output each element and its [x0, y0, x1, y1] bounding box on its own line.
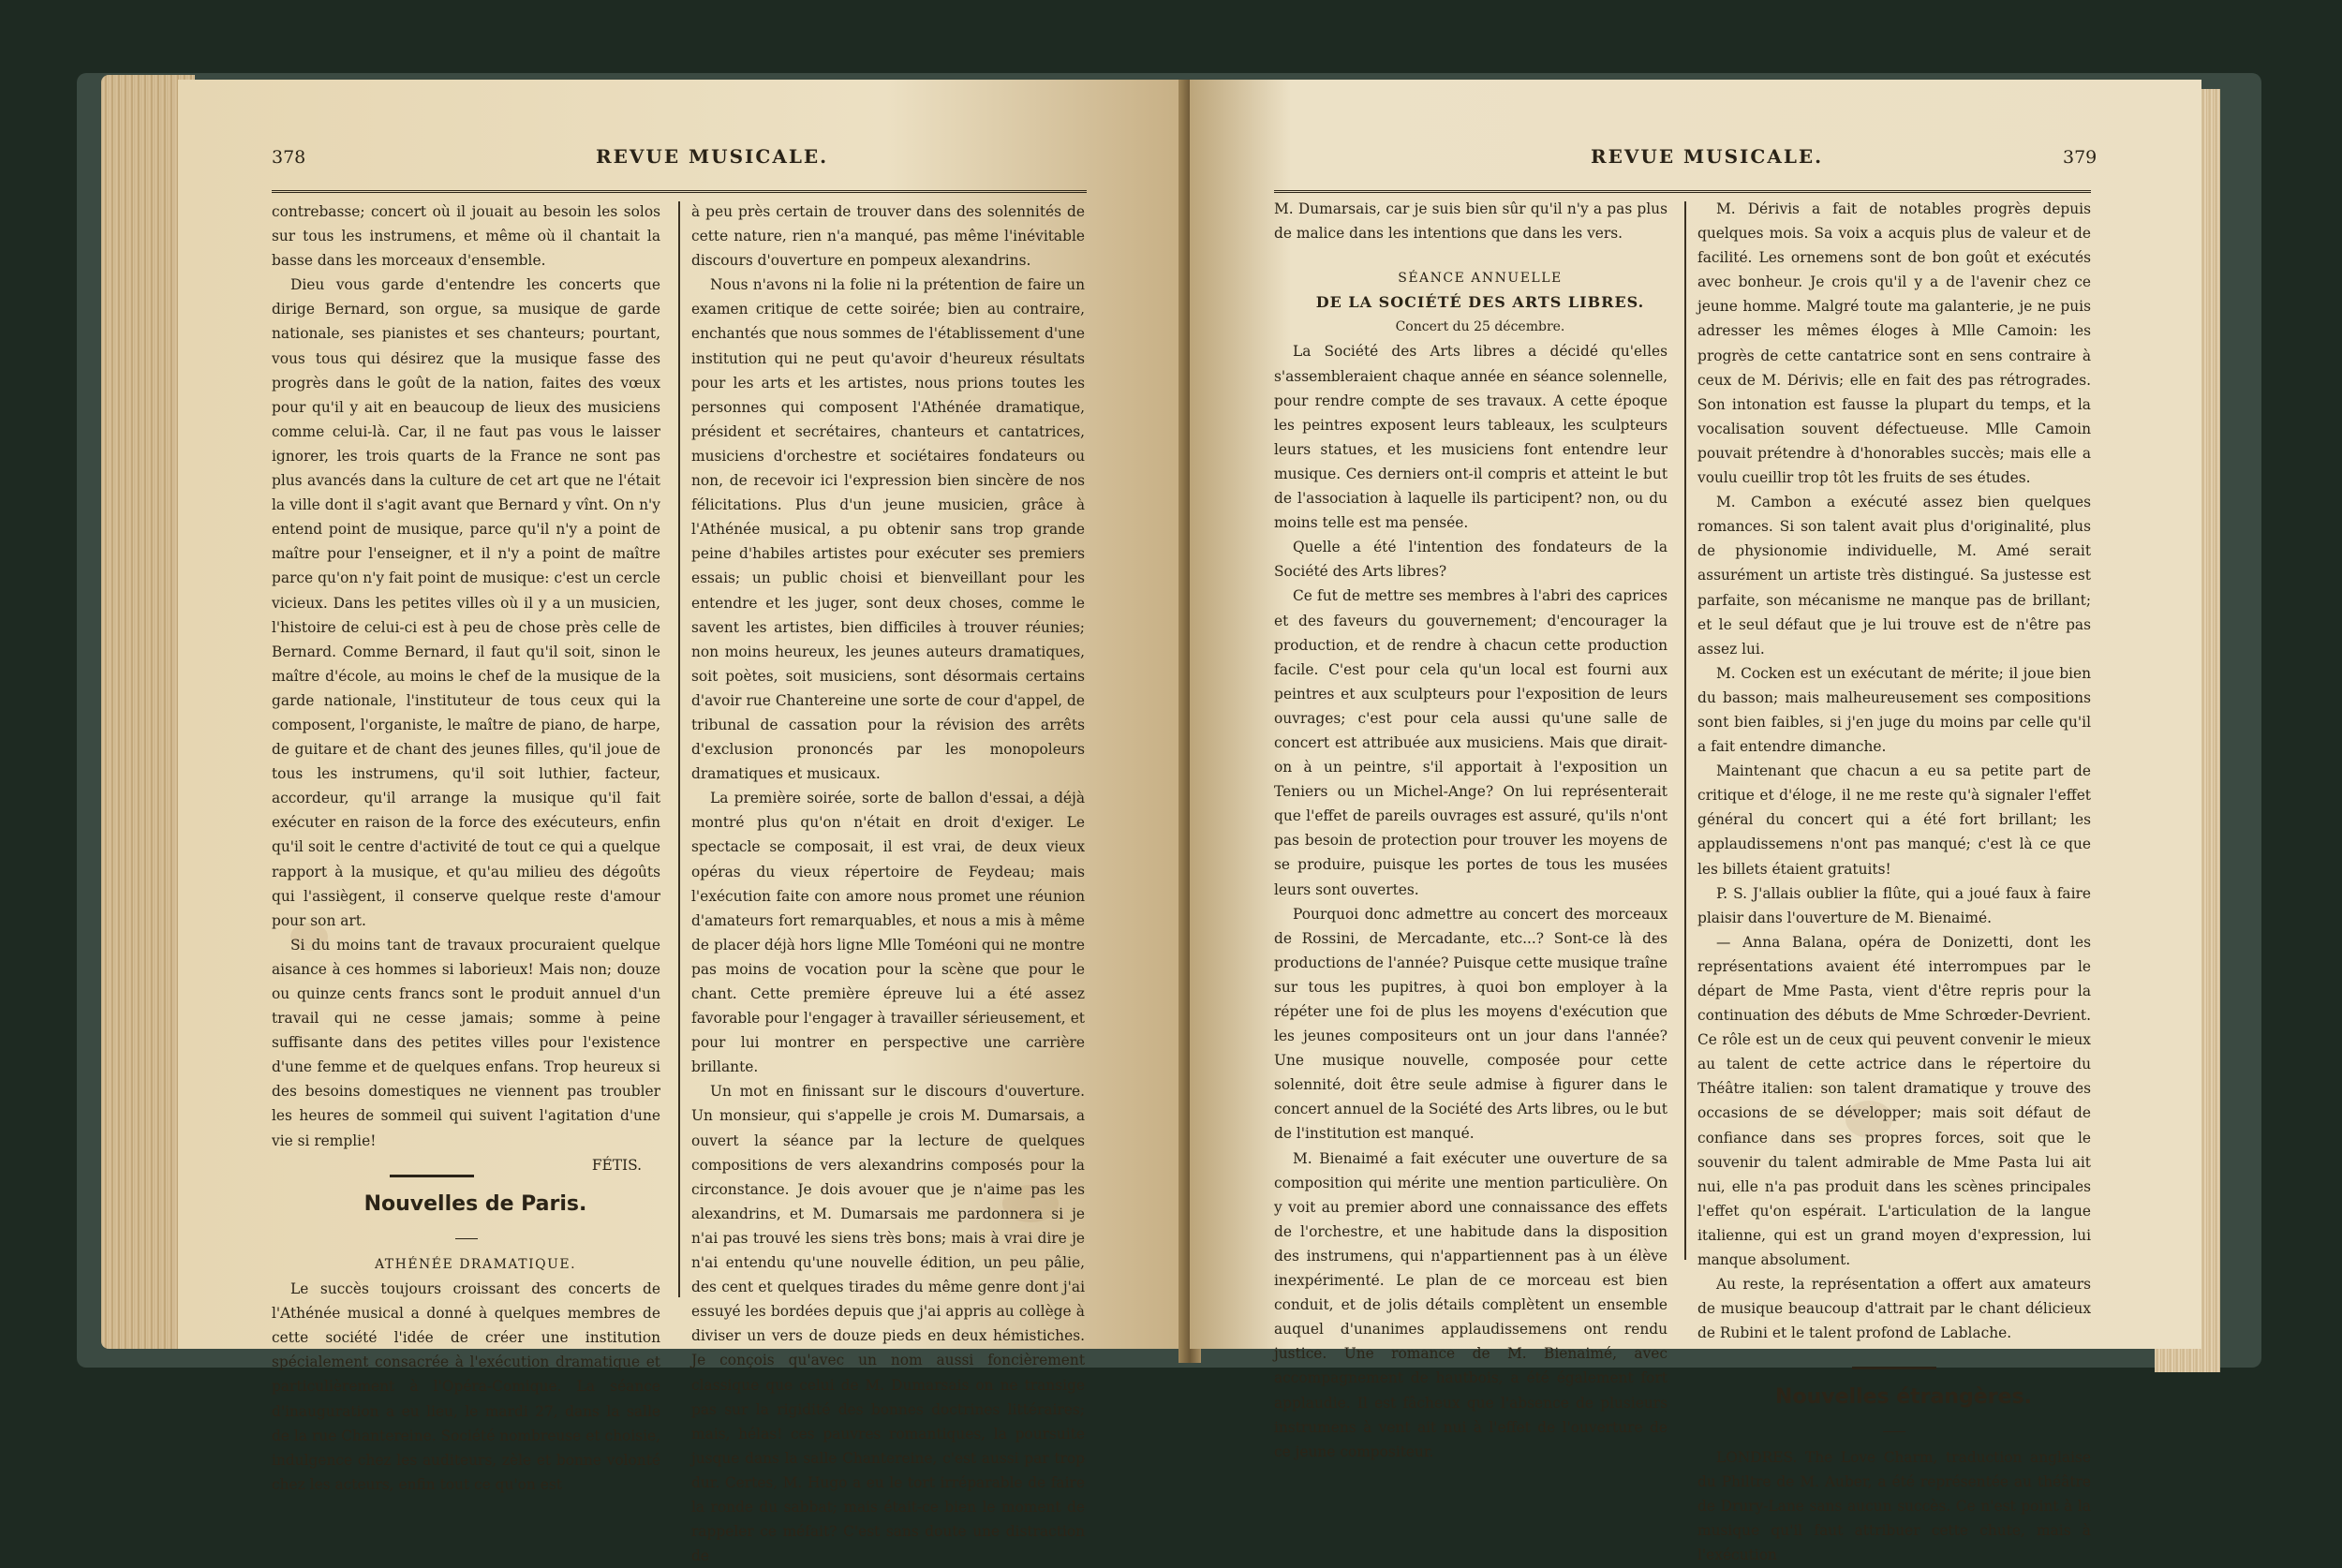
heading-seance: SÉANCE ANNUELLE	[1398, 271, 1563, 287]
paragraph: Ce fut de mettre ses membres à l'abri des caprices et des faveurs du gouvernement; d'encourager la production, et de rendre à chacun cette production facile. C'est pour cela qu'un local est fourni aux peintres et aux sculpteurs pour l'exposition de leurs ouvrages; c'est pour cela aussi qu'une salle de concert est attribuée aux musiciens. Mais que dirait-on à un peintre, s'il apportait à l'exposition un Teniers ou un Michel-Ange? On lui représenterait que l'effet de pareils ouvrages est assuré, qu'ils n'ont pas besoin de protection pour trouver les moyens de se produire, puisque les portes de tous les musées leurs sont ouvertes.	[1274, 587, 1668, 898]
paragraph: Si du moins tant de travaux procuraient quelque aisance à ces hommes si laborieux! Mais non; douze ou quinze cents francs sont le produit annuel d'un travail qui ne cesse jamais; somme à peine suffisante dans des petites villes pour l'existence d'une femme et de quelques enfans. Trop heureux si des besoins domestiques ne viennent pas troubler les heures de sommeil qui suivent l'agitation d'une vie si remplie!	[272, 936, 660, 1149]
paragraph: M. Cocken est un exécutant de mérite; il joue bien du basson; mais malheureusement ses compositions sont bien faibles, si j'en juge du moins par celle qu'il a fait entendre dimanche.	[1697, 664, 2091, 756]
paragraph: La première soirée, sorte de ballon d'essai, a déjà montré plus qu'on n'était en droit d'exiger. Le spectacle se composait, il est vrai, de deux vieux opéras du vieux répertoire de Feydeau; mais l'exécution faite con amore nous promet une réunion d'amateurs fort remarquables, et nous a mis à même de placer déjà hors ligne Mlle Toméoni qui ne montre pas moins de vocation pour la scène que pour le chant. Cette première épreuve lui a été assez favorable pour l'engager à travailler sérieusement, et pour lui montrer en perspective une carrière brillante.	[691, 790, 1085, 1076]
paragraph: Quelle a été l'intention des fondateurs de la Société des Arts libres?	[1274, 539, 1668, 581]
ornament-rule	[1697, 1353, 2091, 1377]
paragraph: M. Dérivis a fait de notables progrès depuis quelques mois. Sa voix a acquis plus de valeur et de facilité. Les ornemens sont de bon goût et exécutés avec bonheur. Je crois qu'il y a de l'avenir chez ce jeune homme. Malgré toute ma galanterie, je ne puis adresser les mêmes éloges à Mlle Camoin: les progrès de cette cantatrice sont en sens contraire à ceux de M. Dérivis; elle en fait des pas rétrogrades. Son intonation est fausse la plupart du temps, et la vocalisation souvent défectueuse. Mlle Camoin pouvait prétendre à d'honorables succès; mais elle a voulu cueillir trop tôt les fruits de ses études.	[1697, 200, 2091, 487]
paragraph: P. S. J'allais oublier la flûte, qui a joué faux à faire plaisir dans l'ouverture de M. Bienaimé.	[1697, 884, 2091, 926]
left-column-2	[691, 200, 1085, 1568]
running-head: REVUE MUSICALE.	[596, 145, 829, 168]
paragraph: Pourquoi donc admettre au concert des morceaux de Rossini, de Mercadante, etc...? Sont-ce là des productions de l'année? Puisque cette musique traîne sur tous les pupitres, à quoi bon employer à la répéter une foi de plus les moyens d'exécution que les jeunes compositeurs ont un jour dans l'année? Une musique nouvelle, composée pour cette solennité, doit être seule admise à figurer dans le concert annuel de la Société des Arts libres, ou le but de l'institution est manqué.	[1274, 905, 1668, 1143]
paragraph: à peu près certain de trouver dans des solennités de cette nature, rien n'a manqué, pas même l'inévitable discours d'ouverture en pompeux alexandrins.	[691, 203, 1085, 270]
page-number: 379	[2063, 147, 2097, 168]
header-rule	[272, 190, 1087, 193]
paragraph: — Anna Balana, opéra de Donizetti, dont les représentations avaient été interrompues par le départ de Mme Pasta, vient d'être repris pour la continuation des débuts de Mme Schrœder-Devrient. Ce rôle est un de ceux qui peuvent convenir le mieux au talent de cette actrice dans le répertoire du Théâtre italien: son talent dramatique y trouve des occasions de se développer; mais soit défaut de confiance dans ses propres forces, soit que le souvenir du talent admirable de Mme Pasta lui ait nui, elle n'a pas produit dans les scènes principales l'effet qu'on espérait. L'articulation de la langue italienne, qui est un grand moyen d'expression, lui manque absolument.	[1697, 933, 2091, 1269]
column-separator	[1684, 201, 1686, 1260]
paragraph: M. Dumarsais, car je suis bien sûr qu'il n'y a pas plus de malice dans les intentions que dans les vers.	[1274, 200, 1668, 243]
left-column-1: contrebasse; concert où il jouait au besoin les solos sur tous les instrumens, et même où il chantait la basse dans les morceaux d'ensemble. Dieu vous garde d'entendre les concerts que dirige Bernard, son orgue, sa musique de garde nationale, ses pianistes et ses chanteurs; pourtant, vous tous qui désirez que la musique fasse des progrès dans le goût de la nation, faites des vœux pour qu'il y ait en beaucoup de lieux des musiciens comme celui-là. Car, il ne faut pas vous le laisser ignorer, les trois quarts de la France ne sont pas plus avancés dans la culture de cet art que ne l'était la ville dont il s'agit avant que Bernard y vînt. On n'y entend point de musique, parce qu'il n'y a point de maître pour l'enseigner, et il n'y a point de maître parce qu'on n'y fait point de musique: c'est un cercle vicieux. Dans les petites villes où il y a un musicien, l'histoire de celui-ci est à peu de chose près celle de Bernard. Comme Bernard, il faut qu'il soit, sinon le maître d'école, au moins le chef de la musique de la garde nationale, l'instituteur de tous ceux qui la composent, l'organiste, le maître de piano, de harpe, de guitare et de chant des jeunes filles, qu'il joue de tous les instrumens, qu'il soit luthier, facteur, accordeur, qu'il arrange la musique qu'il fait exécuter en raison de la force des exécuteurs, enfin qu'il soit le centre d'activité de tout ce qui a quelque rapport à la musique, et qu'au milieu des dégoûts qui l'assiègent, il conserve quelque reste d'amour pour son art. Si du moins tant de travaux procuraient quelque aisance à ces hommes si laborieux! Mais non; douze ou quinze cents francs sont le produit annuel d'un travail qui ne cesse jamais; somme à peine suffisante dans des petites villes pour l'existence d'une femme et de quelques enfans. Trop heureux si des besoins domestiques ne viennent pas troubler les heures de sommeil qui suivent l'agitation d'une vie si remplie! FÉTIS. Nouvelles de Paris. ATHÉNÉE DRAMATIQUE. Le succès toujours croissant des concerts de l'Athénée musical a donné à quelques membres de cette société l'idée de créer une institution spécialement consacrée à l'exécution dramatique et particulièrement à l'Opéra-Comique. La séance d'inauguration a eu lieu, le mardi 27, dans la salle de la rue Chantereine. Société nombreuse et choisie, indulgence chez les auditeurs, zèle et bonne volonté chez les acteurs, enfin tout ce qu'on est	[272, 200, 660, 1497]
paragraph: M. Bienaimé a fait exécuter une ouverture de sa composition qui mérite une mention particulière. On y voit au premier abord une connaissance des effets de l'orchestre, et une habitude dans la disposition des instrumens, qui n'appartiennent pas à un élève inexpérimenté. Le plan de ce morceau est bien conduit, et de jolis détails complètent un ensemble auquel d'unanimes applaudissemens ont rendu justice. Une romance de M. Bienaimé, avec accompagnement de hautbois, a été également fort applaudie. Il est fâcheux que l'absence de plusieurs instrumens à vent ait nui à l'effet de l'ouverture de ce jeune compositeur.	[1274, 1149, 1668, 1460]
paragraph: Nous n'avons ni la folie ni la prétention de faire un examen critique de cette soirée; bien au contraire, enchantés que nous sommes de l'établissement d'une institution qui ne peut qu'avoir d'heureux résultats pour les arts et les artistes, nous prions toutes les personnes qui composent l'Athénée dramatique, président et secrétaires, chanteurs et cantatrices, musiciens d'orchestre et sociétaires fondateurs ou non, de recevoir ici l'expression bien sincère de nos félicitations. Plus d'un jeune musicien, grâce à l'Athénée musical, a pu obtenir sans trop grande peine d'habiles artistes pour exécuter ses premiers essais; un public choisi et bienveillant pour les entendre et les juger, sont deux choses, comme le savent les artistes, bien difficiles à trouver réunies; non moins heureux, les jeunes auteurs dramatiques, soit poètes, soit musiciens, sont désormais certains d'avoir rue Chantereine une sorte de cour d'appel, de tribunal de cassation pour la révision des arrêts d'exclusion prononcés par les monopoleurs dramatiques et musicaux.	[691, 276, 1085, 783]
section-title: Nouvelles de Paris.	[363, 1191, 587, 1216]
paragraph: La Société des Arts libres a décidé qu'elles s'assembleraient chaque année en séance solennelle, pour rendre compte de ses travaux. A cette époque les peintres exposent leurs tableaux, les sculpteurs leurs statues, et les musiciens font entendre leur musique. Ces derniers ont-il compris et atteint le but de l'association à laquelle ils participent? non, ou du moins telle est ma pensée.	[1274, 343, 1668, 532]
page-number: 378	[272, 147, 306, 168]
paragraph: Le succès toujours croissant des concerts de l'Athénée musical a donné à quelques membres de cette société l'idée de créer une institution spécialement consacrée à l'exécution dramatique et particulièrement à l'Opéra-Comique. La séance d'inauguration a eu lieu, le mardi 27, dans la salle de la rue Chantereine. Société nombreuse et choisie, indulgence chez les auditeurs, zèle et bonne volonté chez les acteurs, enfin tout ce qu'on est	[272, 1280, 660, 1493]
paragraph: contrebasse; concert où il jouait au besoin les solos sur tous les instrumens, et même où il chantait la basse dans les morceaux d'ensemble.	[272, 203, 660, 270]
header-rule	[1274, 190, 2091, 193]
right-page	[1190, 80, 2201, 1564]
paragraph: Maintenant que chacun a eu sa petite part de critique et d'éloge, il ne me reste qu'à signaler l'effet général du concert qui a été fort brillant; les applaudissemens n'ont pas manqué; c'est là ce que les billets étaient gratuits!	[1697, 762, 2091, 878]
paragraph: Au reste, la représentation a offert aux amateurs de musique beaucoup d'attrait par le chant délicieux de Rubini et le talent profond de Lablache.	[1697, 1276, 2091, 1342]
left-page	[178, 80, 1190, 1565]
heading-societe: DE LA SOCIÉTÉ DES ARTS LIBRES.	[1315, 293, 1645, 312]
paragraph: Dieu vous garde d'entendre les concerts que dirige Bernard, son orgue, sa musique de garde nationale, ses pianistes et ses chanteurs; pourtant, vous tous qui désirez que la musique fasse des progrès dans le goût de la nation, faites des vœux pour qu'il y ait en beaucoup de lieux des musiciens comme celui-là. Car, il ne faut pas vous le laisser ignorer, les trois quarts de la France ne sont pas plus avancés dans la culture de cet art que ne l'était la ville dont il s'agit avant que Bernard y vînt. On n'y entend point de musique, parce qu'il n'y a point de maître pour l'enseigner, et il n'y a point de maître parce qu'on n'y fait point de musique: c'est un cercle vicieux. Dans les petites villes où il y a un musicien, l'histoire de celui-ci est à peu de chose près celle de Bernard. Comme Bernard, il faut qu'il soit, sinon le maître d'école, au moins le chef de la musique de la garde nationale, l'instituteur de tous ceux qui la composent, l'organiste, le maître de piano, de harpe, de guitare et de chant des jeunes filles, qu'il joue de tous les instrumens, qu'il soit luthier, facteur, accordeur, qu'il arrange la musique qu'il fait exécuter en raison de la force des exécuteurs, enfin qu'il soit le centre d'activité de tout ce qui a quelque rapport à la musique, et qu'au milieu des dégoûts qui l'assiègent, il conserve quelque reste d'amour pour son art.	[272, 276, 660, 929]
right-column-2	[1697, 197, 2091, 1567]
paragraph: M. Cambon a exécuté assez bien quelques romances. Si son talent avait plus d'originalité, plus de physionomie individuelle, M. Amé serait assurément un artiste très distingué. Sa justesse est parfaite, son mécanisme ne manque pas de brillant; et le seul défaut que je lui trouve est de n'être pas assez lui.	[1697, 494, 2091, 658]
paragraph: Un mot en finissant sur le discours d'ouverture. Un monsieur, qui s'appelle je crois M. Dumarsais, a ouvert la séance par la lecture de quelques compositions de vers alexandrins composés pour la circonstance. Je dois avouer que je n'aime pas les alexandrins, et M. Dumarsais me pardonnera si je n'ai pas trouvé les siens très bons; mais à vrai dire je n'ai entendu qu'une nouvelle édition, un peu pâlie, des cent et quelques tirades du même genre dont j'ai essuyé les bordées depuis que j'ai appris au collège à diviser un vers de douze pieds en deux hémistiches. Je conçois qu'avec un nom aussi foncièrement classique que celui de M. Dumarsais on ne transige pas sur la rigidité des bonnes doctrines littéraires; mais, hélas! ces pauvres romantiques, la poursuite jusque dans la salle Chantereine, c'est aussi par trop dur. Certes, M. Hugo a eu le tort irréparable de faire la ronde du sabbat; mais était-ce bien le moment de rappeler ce méfait? C'est sans doute une distraction de	[691, 1083, 1085, 1565]
paragraph: LONDRES. The Love Charm, traduction anglaise du Philtre de M. Auber, a été représentée au théâtre de Drury-Lane sans aucun succès. Ce n'est point à la musique qu'il faut attribuer cette chute, mais à l'exécution	[1697, 1448, 2091, 1564]
divider-dash	[272, 1222, 660, 1247]
column-separator	[678, 201, 680, 1297]
divider-dash	[1697, 1415, 2091, 1440]
running-head: REVUE MUSICALE.	[1591, 145, 1824, 168]
subsection-title: ATHÉNÉE DRAMATIQUE.	[374, 1256, 577, 1272]
right-column-1	[1274, 197, 1668, 1464]
heading-concert: Concert du 25 décembre.	[1395, 319, 1565, 335]
section-title: Nouvelles étrangères.	[1775, 1384, 2032, 1409]
